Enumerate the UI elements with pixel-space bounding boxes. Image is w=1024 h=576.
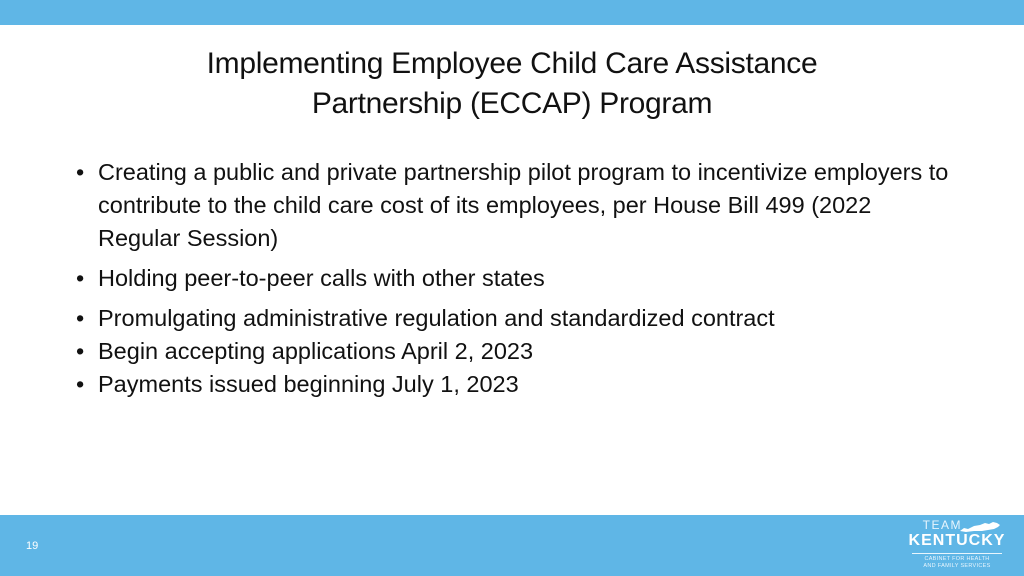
bullet-list xyxy=(76,156,956,401)
slide-title-line-1: Implementing Employee Child Care Assistance xyxy=(206,47,818,80)
bullet-item: • Begin accepting applications April 2, 2023 xyxy=(76,335,956,368)
slide-title-line-2: Partnership (ECCAP) Program xyxy=(311,87,713,120)
bullet-item: • Creating a public and private partnership pilot program to incentivize employers to contribute to the child care cost of its employees, per House Bill 499 (2022 Regular Session) xyxy=(76,156,956,255)
logo-cabinet-line-1: CABINET FOR HEALTH xyxy=(924,556,990,562)
slide-number: 19 xyxy=(26,540,39,552)
bullet-item: • Payments issued beginning July 1, 2023 xyxy=(76,368,956,401)
bullet-item: • Promulgating administrative regulation and standardized contract xyxy=(76,302,956,335)
logo-team-text: TEAM xyxy=(922,518,962,532)
slide-title xyxy=(0,44,1024,124)
team-kentucky-logo xyxy=(902,518,1012,574)
logo-kentucky-text: KENTUCKY xyxy=(908,532,1006,549)
logo-divider xyxy=(912,553,1002,554)
top-banner-bar xyxy=(0,0,1024,25)
footer-bar xyxy=(0,515,1024,576)
bullet-item: • Holding peer-to-peer calls with other states xyxy=(76,262,956,295)
logo-cabinet-text xyxy=(910,556,1004,570)
logo-cabinet-line-2: AND FAMILY SERVICES xyxy=(923,563,991,569)
